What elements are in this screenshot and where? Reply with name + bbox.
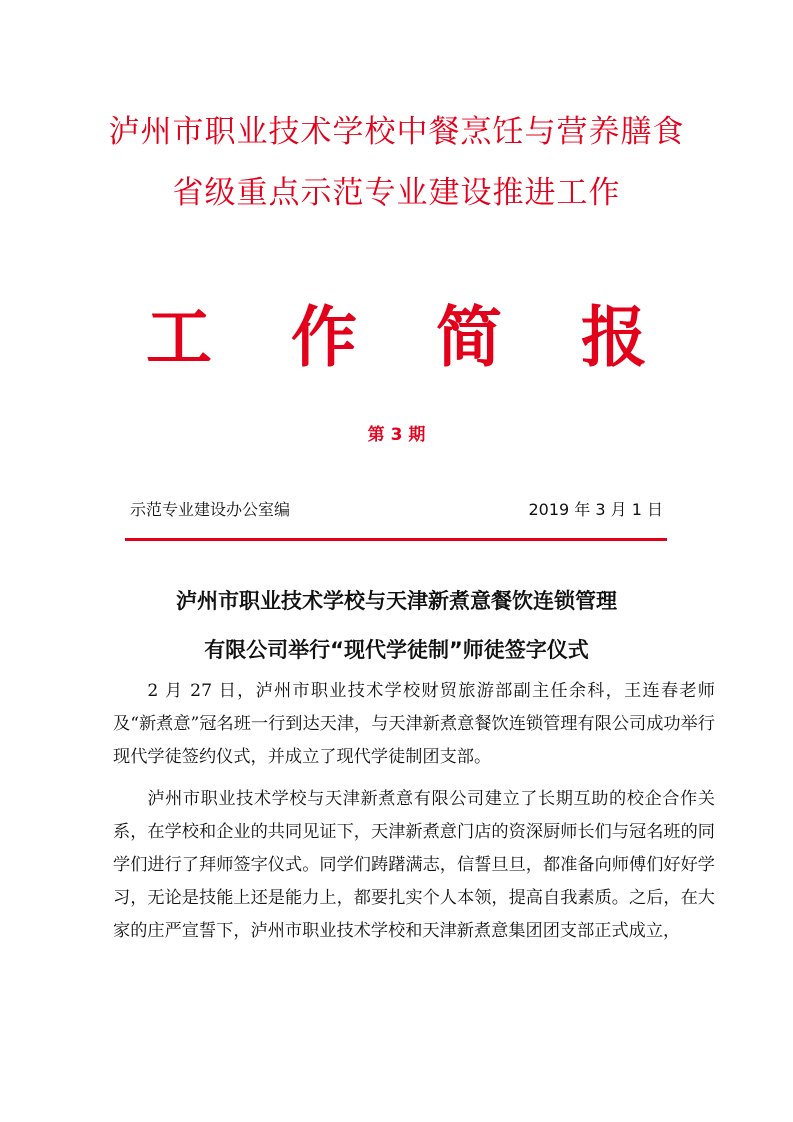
article-title-line-1: 泸州市职业技术学校与天津新煮意餐饮连锁管理 [176, 589, 617, 613]
paragraph: 泸州市职业技术学校与天津新煮意有限公司建立了长期互助的校企合作关系，在学校和企业的共同见证下，天津新煮意门店的资深厨师长们与冠名班的同学们进行了拜师签字仪式。同学们踌躇满志，信誓旦旦，都准备向师傅们好好学习，无论是技能上还是能力上，都要扎实个人本领，提高自我素质。之后，在大家的庄严宣誓下，泸州市职业技术学校和天津新煮意集团团支部正式成立， [113, 789, 715, 941]
publish-date: 2019 年 3 月 1 日 [528, 500, 663, 519]
red-divider [125, 538, 667, 541]
header-line-2: 省级重点示范专业建设推进工作 [172, 175, 621, 211]
article-title-line-2: 有限公司举行“现代学徒制”师徒签字仪式 [204, 638, 589, 662]
article-body [113, 675, 715, 957]
paragraph: 2 月 27 日，泸州市职业技术学校财贸旅游部副主任余科，王连春老师及“新煮意”冠名班一行到达天津，与天津新煮意餐饮连锁管理有限公司成功举行现代学徒签约仪式，并成立了现代学徒制团支部。 [113, 681, 715, 767]
meta-row [130, 497, 663, 521]
header-line-1: 泸州市职业技术学校中餐烹饪与营养膳食 [108, 114, 685, 150]
bulletin-title: 工 作 简 报 [146, 299, 675, 376]
issue-number: 第 3 期 [367, 425, 426, 445]
editor-label: 示范专业建设办公室编 [130, 500, 291, 519]
